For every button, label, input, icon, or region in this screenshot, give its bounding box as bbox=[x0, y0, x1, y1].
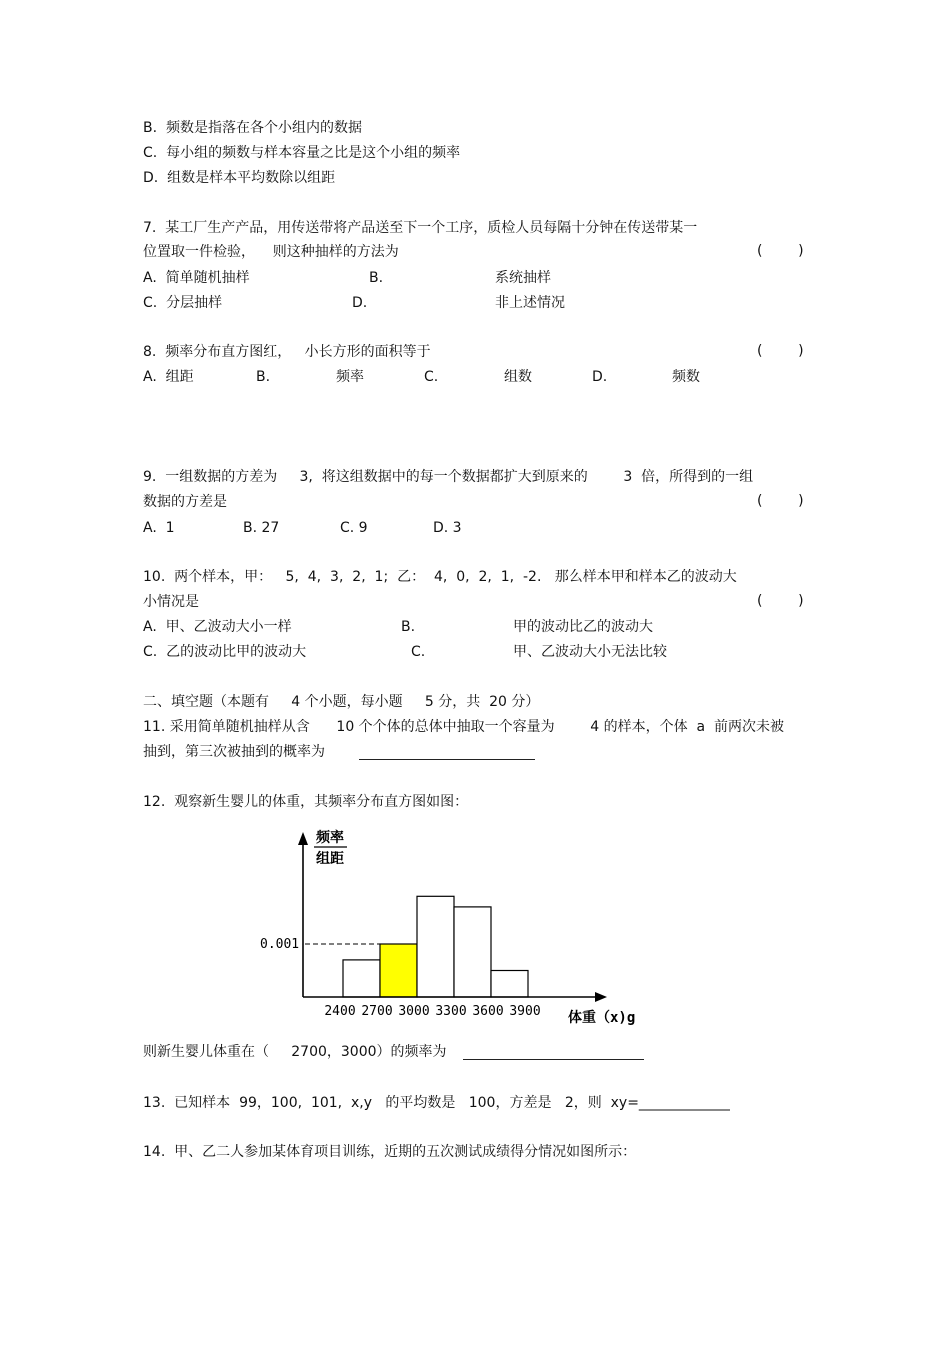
q12-answer-blank[interactable] bbox=[463, 1043, 644, 1060]
y-axis-arrow-icon bbox=[298, 832, 308, 845]
q7-stem-line1: 7. 某工厂生产产品，用传送带将产品送至下一个工序，质检人员每隔十分钟在传送带某一 bbox=[143, 220, 698, 236]
q10-option-a: A. 甲、乙波动大小一样 bbox=[143, 619, 292, 635]
q7-option-d-label: D. bbox=[352, 295, 368, 311]
q7-answer-paren: ( ) bbox=[757, 243, 804, 259]
q10-option-d-label: C. bbox=[411, 644, 426, 660]
histogram-bar bbox=[343, 960, 380, 997]
q11-stem-line2: 抽到，第三次被抽到的概率为 bbox=[143, 744, 325, 760]
histogram-bar bbox=[380, 944, 417, 997]
q8-stem: 8. 频率分布直方图红， 小长方形的面积等于 bbox=[143, 344, 431, 360]
q10-answer-paren: ( ) bbox=[757, 593, 804, 609]
q6-option-d: D. 组数是样本平均数除以组距 bbox=[143, 170, 336, 186]
x-axis-label: 体重（x)g bbox=[568, 1010, 636, 1026]
y-label-denominator: 组距 bbox=[316, 851, 344, 867]
q7-option-d-text: 非上述情况 bbox=[495, 295, 565, 311]
q9-stem-line2: 数据的方差是 bbox=[143, 494, 227, 510]
q10-option-b-label: B. bbox=[401, 619, 416, 635]
q10-option-d-text: 甲、乙波动大小无法比较 bbox=[513, 644, 667, 660]
y-label-numerator: 频率 bbox=[316, 830, 344, 846]
x-tick-label: 3300 bbox=[435, 1004, 467, 1019]
q12-stem: 12. 观察新生婴儿的体重，其频率分布直方图如图： bbox=[143, 794, 469, 810]
x-tick-label: 3000 bbox=[398, 1004, 430, 1019]
q7-option-c: C. 分层抽样 bbox=[143, 295, 223, 311]
q11-stem-line1: 11. 采用简单随机抽样从含 10 个个体的总体中抽取一个容量为 4 的样本，个体 a 前两次未被 bbox=[143, 719, 785, 735]
q13-stem: 13. 已知样本 99，100, 101, x,y 的平均数是 100，方差是 2，则 xy=_____________ bbox=[143, 1095, 730, 1111]
q7-option-b-text: 系统抽样 bbox=[495, 270, 551, 286]
q8-option-b-text: 频率 bbox=[336, 369, 364, 385]
q10-stem-line1: 10. 两个样本，甲： 5, 4, 3, 2, 1; 乙： 4, 0, 2, 1, -2. 那么样本甲和样本乙的波动大 bbox=[143, 569, 737, 585]
q10-option-c: C. 乙的波动比甲的波动大 bbox=[143, 644, 307, 660]
histogram-bar bbox=[491, 971, 528, 998]
q8-option-c-label: C. bbox=[424, 369, 439, 385]
q6-option-c: C. 每小组的频数与样本容量之比是这个小组的频率 bbox=[143, 145, 461, 161]
histogram-bar bbox=[417, 896, 454, 997]
q7-option-b-label: B. bbox=[369, 270, 384, 286]
q8-option-d-label: D. bbox=[592, 369, 608, 385]
q6-option-b: B. 频数是指落在各个小组内的数据 bbox=[143, 120, 362, 136]
q8-option-d-text: 频数 bbox=[672, 369, 700, 385]
q9-option-c: C. 9 bbox=[340, 520, 368, 536]
q7-option-a: A. 简单随机抽样 bbox=[143, 270, 250, 286]
y-tick-label: 0.001 bbox=[260, 937, 300, 952]
q12-question: 则新生婴儿体重在（ 2700，3000）的频率为 bbox=[143, 1044, 447, 1060]
q9-option-d: D. 3 bbox=[433, 520, 462, 536]
q10-option-b-text: 甲的波动比乙的波动大 bbox=[513, 619, 653, 635]
q7-stem-line2: 位置取一件检验， 则这种抽样的方法为 bbox=[143, 244, 399, 260]
q8-answer-paren: ( ) bbox=[757, 343, 804, 359]
q8-option-b-label: B. bbox=[256, 369, 271, 385]
x-tick-label: 2700 bbox=[361, 1004, 393, 1019]
q9-stem-line1: 9. 一组数据的方差为 3, 将这组数据中的每一个数据都扩大到原来的 3 倍，所得到的一组 bbox=[143, 469, 754, 485]
q14-stem: 14. 甲、乙二人参加某体育项目训练，近期的五次测试成绩得分情况如图所示： bbox=[143, 1144, 637, 1160]
x-axis-arrow-icon bbox=[595, 992, 607, 1002]
q9-option-a: A. 1 bbox=[143, 520, 175, 536]
q10-stem-line2: 小情况是 bbox=[143, 594, 199, 610]
x-tick-label: 3900 bbox=[509, 1004, 541, 1019]
q8-option-c-text: 组数 bbox=[504, 369, 532, 385]
frequency-histogram bbox=[250, 825, 650, 1030]
q9-option-b: B. 27 bbox=[243, 520, 280, 536]
q8-option-a: A. 组距 bbox=[143, 369, 194, 385]
q11-answer-blank[interactable] bbox=[359, 743, 535, 760]
section-title: 二、填空题（本题有 4 个小题，每小题 5 分，共 20 分） bbox=[143, 694, 540, 710]
x-tick-label: 2400 bbox=[324, 1004, 356, 1019]
histogram-bar bbox=[454, 907, 491, 997]
x-tick-label: 3600 bbox=[472, 1004, 504, 1019]
q9-answer-paren: ( ) bbox=[757, 493, 804, 509]
